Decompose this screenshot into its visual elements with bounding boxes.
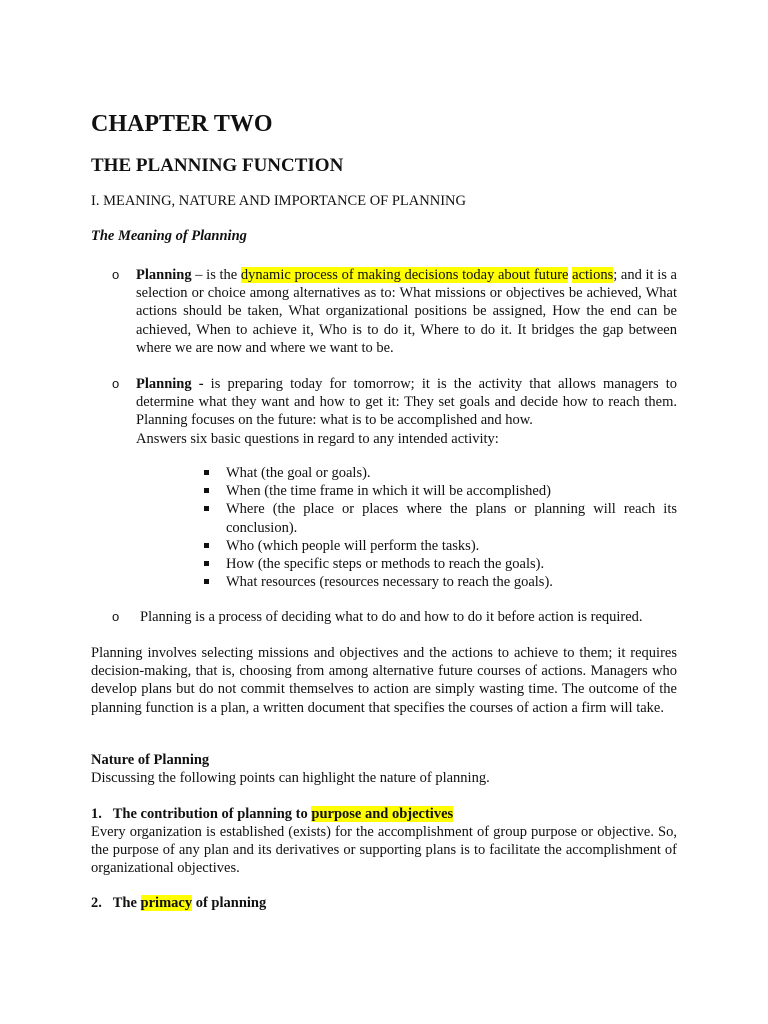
text-fragment: – is the <box>191 267 241 283</box>
bullet-text: Who (which people will perform the tasks). <box>226 537 480 554</box>
body-paragraph: Planning involves selecting missions and objectives and the actions to achieve to them; it requires decision-making, that is, choosing from among alternative future courses of actions. Managers who develop plans but do not commit themselves to action are simply wasting time. The outcome of the planning function is a plan, a written document that specifies the courses of action a firm will take. <box>91 645 677 716</box>
highlighted-text: dynamic process of making decisions today about future <box>240 267 569 283</box>
item-text-line: Answers six basic questions in regard to any intended activity: <box>136 430 499 447</box>
numbered-heading <box>91 805 677 823</box>
square-bullet-icon <box>204 579 209 584</box>
numbered-heading <box>91 894 677 912</box>
list-item <box>226 537 677 555</box>
function-title: THE PLANNING FUNCTION <box>91 155 344 176</box>
section-title: I. MEANING, NATURE AND IMPORTANCE OF PLANNING <box>91 193 466 209</box>
list-item <box>112 266 677 357</box>
bullet-text: How (the specific steps or methods to reach the goals). <box>226 556 545 573</box>
circle-bullet-icon: o <box>112 267 120 282</box>
heading-number: 2. <box>91 895 102 911</box>
circle-bullet-icon: o <box>112 376 120 391</box>
list-item <box>226 555 677 573</box>
square-bullet-icon <box>204 506 209 511</box>
item-text: Planning is a process of deciding what to do and how to do it before action is required. <box>140 609 643 625</box>
nature-intro: Discussing the following points can highlight the nature of planning. <box>91 770 490 786</box>
list-item <box>226 482 677 500</box>
heading-number: 1. <box>91 806 102 822</box>
highlighted-text: primacy <box>140 895 193 911</box>
bullet-text: When (the time frame in which it will be accomplished) <box>226 483 551 500</box>
document-page <box>91 108 678 911</box>
bullet-text: Where (the place or places where the plans or planning will reach its conclusion). <box>226 501 677 536</box>
nature-heading: Nature of Planning <box>91 752 210 768</box>
heading-text: The contribution of planning to <box>112 806 312 822</box>
square-bullet-icon <box>204 543 209 548</box>
item-text <box>136 375 677 430</box>
heading-text: of planning <box>192 895 267 911</box>
bullet-text: What resources (resources necessary to reach the goals). <box>226 574 553 591</box>
text-fragment: ; and it is a selection or choice among alternatives as to: What missions or objectives be achieved, What actions should be taken, What organizational positions be assigned, How the end can be achieved, When to achieve it, Who is to do it, Where to do it. It bridges the gap between where we are now and where we want to be. <box>136 267 677 356</box>
circle-bullet-icon: o <box>112 609 120 624</box>
highlighted-text: actions <box>572 267 614 283</box>
square-bullet-icon <box>204 470 209 475</box>
chapter-title: CHAPTER TWO <box>91 111 273 137</box>
list-item <box>112 608 677 626</box>
meaning-heading: The Meaning of Planning <box>91 228 247 244</box>
list-item <box>226 573 677 591</box>
list-item <box>226 464 677 482</box>
term: Planning - <box>136 376 204 392</box>
body-paragraph: Every organization is established (exists) for the accomplishment of group purpose or objective. So, the purpose of any plan and its derivatives or supporting plans is to facilitate the accomplishment of organizational objectives. <box>91 824 677 877</box>
list-item <box>112 375 678 448</box>
item-text <box>136 266 677 357</box>
square-bullet-icon <box>204 488 209 493</box>
square-bullet-icon <box>204 561 209 566</box>
bullet-text: What (the goal or goals). <box>226 465 371 481</box>
highlighted-text: purpose and objectives <box>311 806 454 822</box>
heading-text: The <box>112 895 141 911</box>
term: Planning <box>136 267 192 283</box>
question-list <box>226 464 677 591</box>
list-item <box>226 500 677 536</box>
text-fragment: is preparing today for tomorrow; it is the activity that allows managers to determine what they want and how to get it: They set goals and decide how to reach them. Planning focuses on the future: what is to be accomplished and how. <box>136 376 678 429</box>
